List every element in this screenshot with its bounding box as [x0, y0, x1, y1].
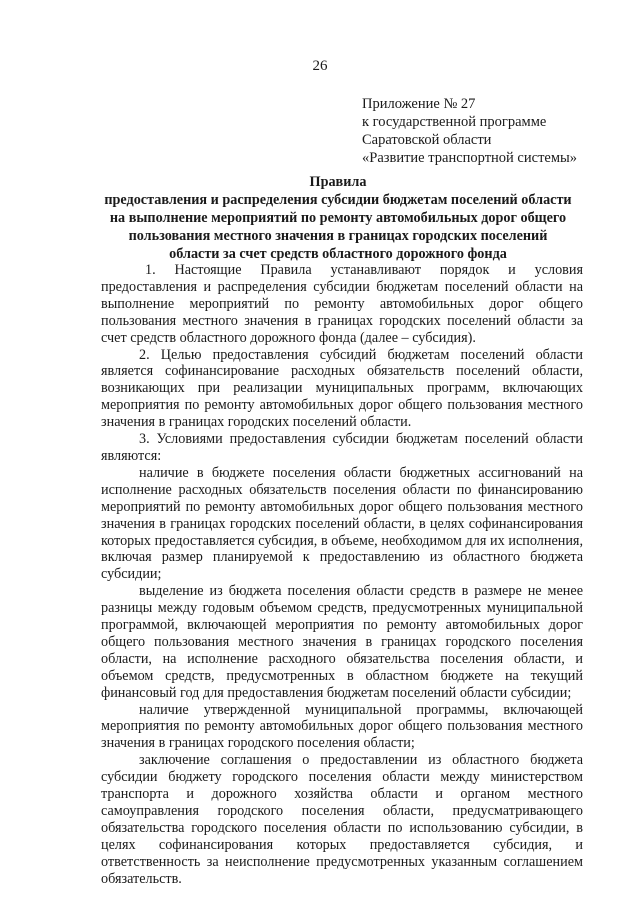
title-heading: Правила — [309, 174, 367, 190]
paragraph-1: 1. Настоящие Правила устанавливают порядок и условия предоставления и распределения субсидии бюджетам поселений области на выполнение мероприятий по ремонту автомобильных дорог общего пользования местного значения в границах городских поселений области за счет средств областного дорожного фонда (далее – субсидия). — [101, 262, 583, 346]
document-title — [95, 173, 581, 263]
document-body — [101, 262, 583, 888]
title-line: пользования местного значения в границах городских поселений — [128, 228, 548, 244]
appendix-line: к государственной программе — [362, 114, 547, 130]
title-line: предоставления и распределения субсидии бюджетам поселений области — [104, 192, 572, 208]
condition-approved-program: наличие утвержденной муниципальной программы, включающей мероприятия по ремонту автомобильных дорог общего пользования местного значения в границах городского поселения области; — [101, 701, 583, 752]
appendix-note — [362, 95, 577, 167]
appendix-line: Приложение № 27 — [362, 96, 476, 112]
condition-cofinancing: выделение из бюджета поселения области средств в размере не менее разницы между годовым объемом средств, предусмотренных муниципальной программой, включающей мероприятия по ремонту автомобильных дорог общего пользования местного значения в границах городского поселения области, на исполнение расходного обязательства поселения области, и объемом средств, предусмотренных в областном бюджете на текущий финансовый год для предоставления бюджетам поселений области субсидии; — [101, 583, 583, 701]
condition-agreement: заключение соглашения о предоставлении из областного бюджета субсидии бюджету городского поселения области между министерством транспорта и дорожного хозяйства области и органом местного самоуправления городского поселения области, предусматривающего обязательства городского поселения области по использованию субсидии, в целях софинансирования которых предоставляется субсидия, и ответственность за неисполнение предусмотренных указанным соглашением обязательств. — [101, 752, 583, 887]
condition-budget-allocations: наличие в бюджете поселения области бюджетных ассигнований на исполнение расходных обязательств поселения области по финансированию мероприятий по ремонту автомобильных дорог общего пользования местного значения в границах городских поселений области, в целях софинансирования которых предоставляется субсидия, в объеме, необходимом для их исполнения, включая размер планируемой к предоставлению из областного бюджета субсидии; — [101, 464, 583, 583]
page-number: 26 — [312, 58, 328, 74]
paragraph-3: 3. Условиями предоставления субсидии бюджетам поселений области являются: — [101, 431, 583, 464]
paragraph-2: 2. Целью предоставления субсидий бюджетам поселений области является софинансирование расходных обязательств поселений области, возникающих при реализации муниципальных программ, включающих мероприятия по ремонту автомобильных дорог общего пользования местного значения в границах городских поселений области. — [101, 346, 583, 431]
appendix-line: «Развитие транспортной системы» — [362, 150, 578, 166]
appendix-line: Саратовской области — [362, 132, 492, 148]
title-line: на выполнение мероприятий по ремонту автомобильных дорог общего — [109, 210, 567, 226]
title-line: области за счет средств областного дорожного фонда — [169, 246, 507, 262]
